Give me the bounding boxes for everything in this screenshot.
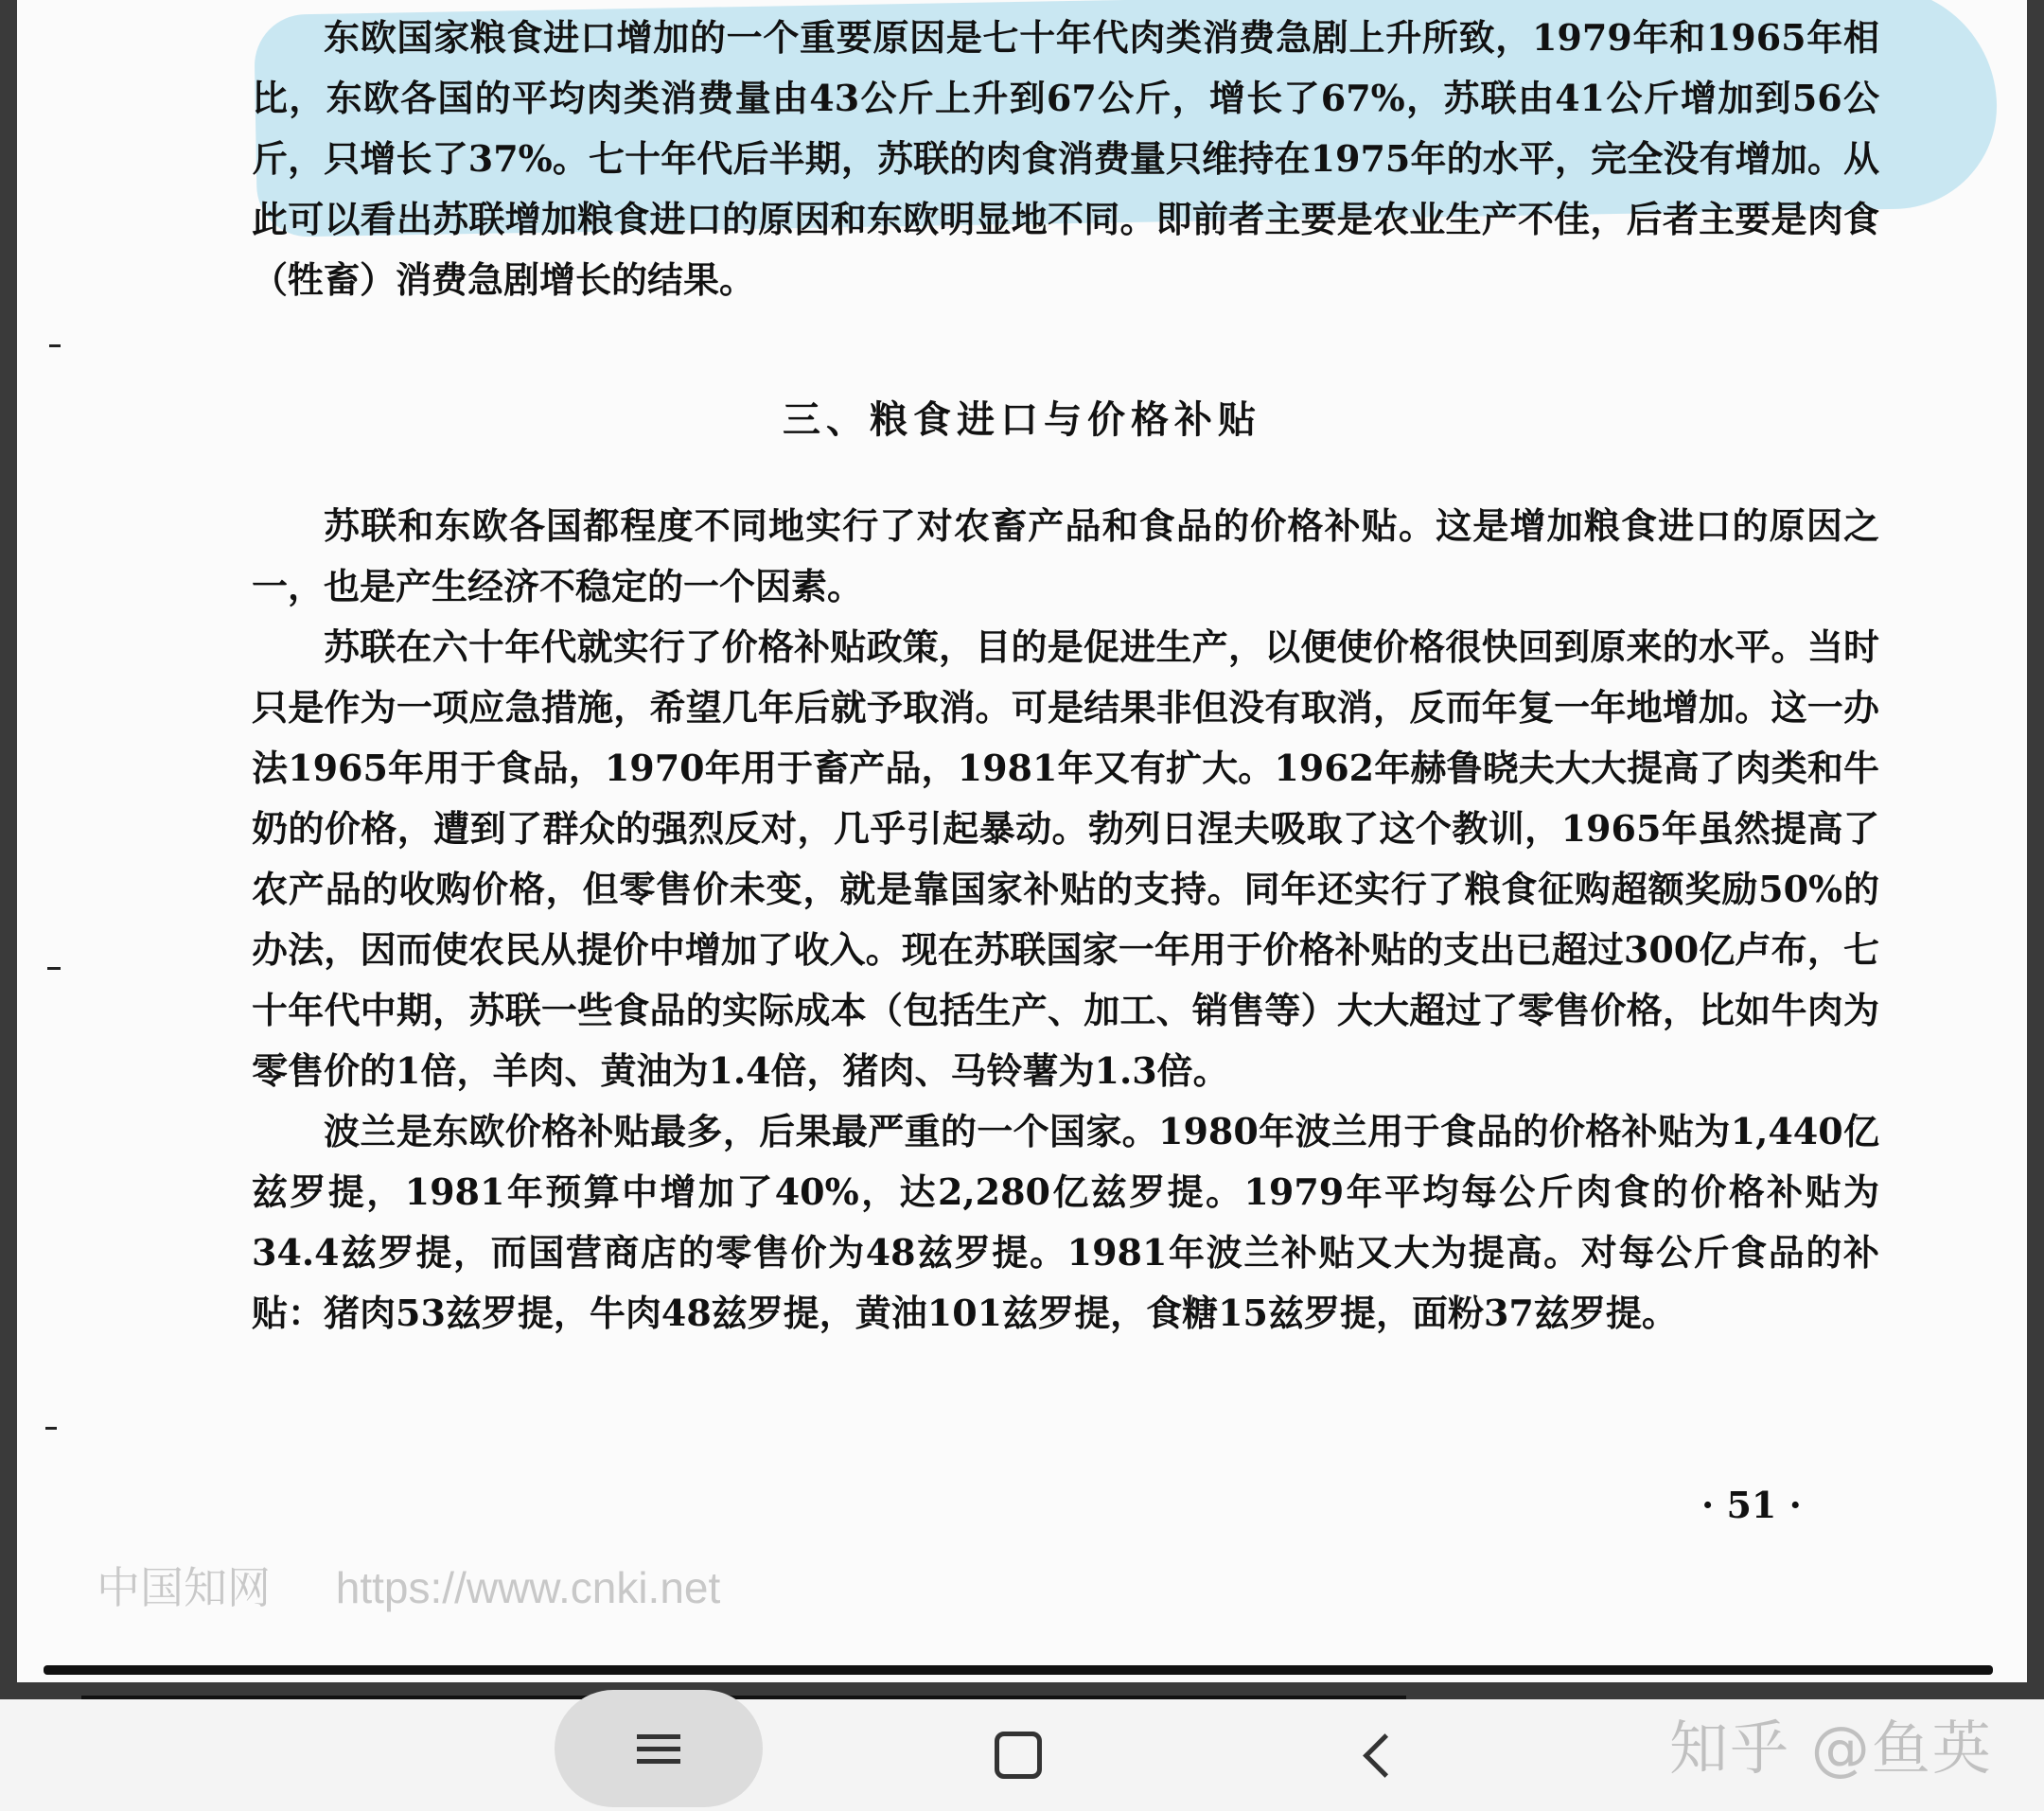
top-paragraph: 东欧国家粮食进口增加的一个重要原因是七十年代肉类消费急剧上升所致，1979年和1965年相比，东欧各国的平均肉类消费量由43公斤上升到67公斤，增长了67%，苏联由41公斤增加到56公斤，只增长了37%。七十年代后半期，苏联的肉食消费量只维持在1975年的水平，完全没有增加。从此可以看出苏联增加粮食进口的原因和东欧明显地不同。即前者主要是农业生产不佳，后者主要是肉食（牲畜）消费急剧增长的结果。: [252, 16, 1879, 301]
watermark-url: https://www.cnki.net: [335, 1563, 721, 1612]
back-icon: [1363, 1733, 1407, 1778]
watermark-name: 中国知网: [97, 1563, 271, 1612]
recent-apps-button[interactable]: [555, 1690, 763, 1807]
page-number: · 51 ·: [1701, 1484, 1802, 1526]
paragraph: 波兰是东欧价格补贴最多，后果最严重的一个国家。1980年波兰用于食品的价格补贴为1,440亿兹罗提，1981年预算中增加了40%，达2,280亿兹罗提。1979年平均每公斤肉食的价格补贴为34.4兹罗提，而国营商店的零售价为48兹罗提。1981年波兰补贴又大为提高。对每公斤食品的补贴：猪肉53兹罗提，牛肉48兹罗提，黄油101兹罗提，食糖15兹罗提，面粉37兹罗提。: [252, 1110, 1879, 1334]
document-page[interactable]: [17, 0, 2027, 1682]
body-text-block: [252, 496, 1879, 1344]
home-button[interactable]: [914, 1699, 1122, 1811]
scan-speck: [49, 344, 61, 347]
scan-speck: [47, 967, 61, 970]
zhihu-watermark: 知乎 @鱼英: [1669, 1714, 1993, 1783]
paragraph: 苏联在六十年代就实行了价格补贴政策，目的是促进生产，以便使价格很快回到原来的水平。当时只是作为一项应急措施，希望几年后就予取消。可是结果非但没有取消，反而年复一年地增加。这一办法1965年用于食品，1970年用于畜产品，1981年又有扩大。1962年赫鲁晓夫大大提高了肉类和牛奶的价格，遭到了群众的强烈反对，几乎引起暴动。勃列日涅夫吸取了这个教训，1965年虽然提高了农产品的收购价格，但零售价未变，就是靠国家补贴的支持。同年还实行了粮食征购超额奖励50%的办法，因而使农民从提价中增加了收入。现在苏联国家一年用于价格补贴的支出已超过300亿卢布，七十年代中期，苏联一些食品的实际成本（包括生产、加工、销售等）大大超过了零售价格，比如牛肉为零售价的1倍，羊肉、黄油为1.4倍，猪肉、马铃薯为1.3倍。: [252, 625, 1879, 1092]
scan-speck: [45, 1427, 57, 1430]
back-button[interactable]: [1274, 1699, 1482, 1811]
menu-icon: [637, 1727, 680, 1771]
page-bottom-edge: [44, 1665, 1993, 1675]
top-text-block: [252, 8, 1879, 310]
home-icon: [995, 1732, 1042, 1779]
cnki-watermark: [97, 1554, 720, 1616]
section-heading: 三、粮食进口与价格补贴: [783, 397, 1261, 442]
paragraph: 苏联和东欧各国都程度不同地实行了对农畜产品和食品的价格补贴。这是增加粮食进口的原因之一，也是产生经济不稳定的一个因素。: [252, 504, 1879, 607]
